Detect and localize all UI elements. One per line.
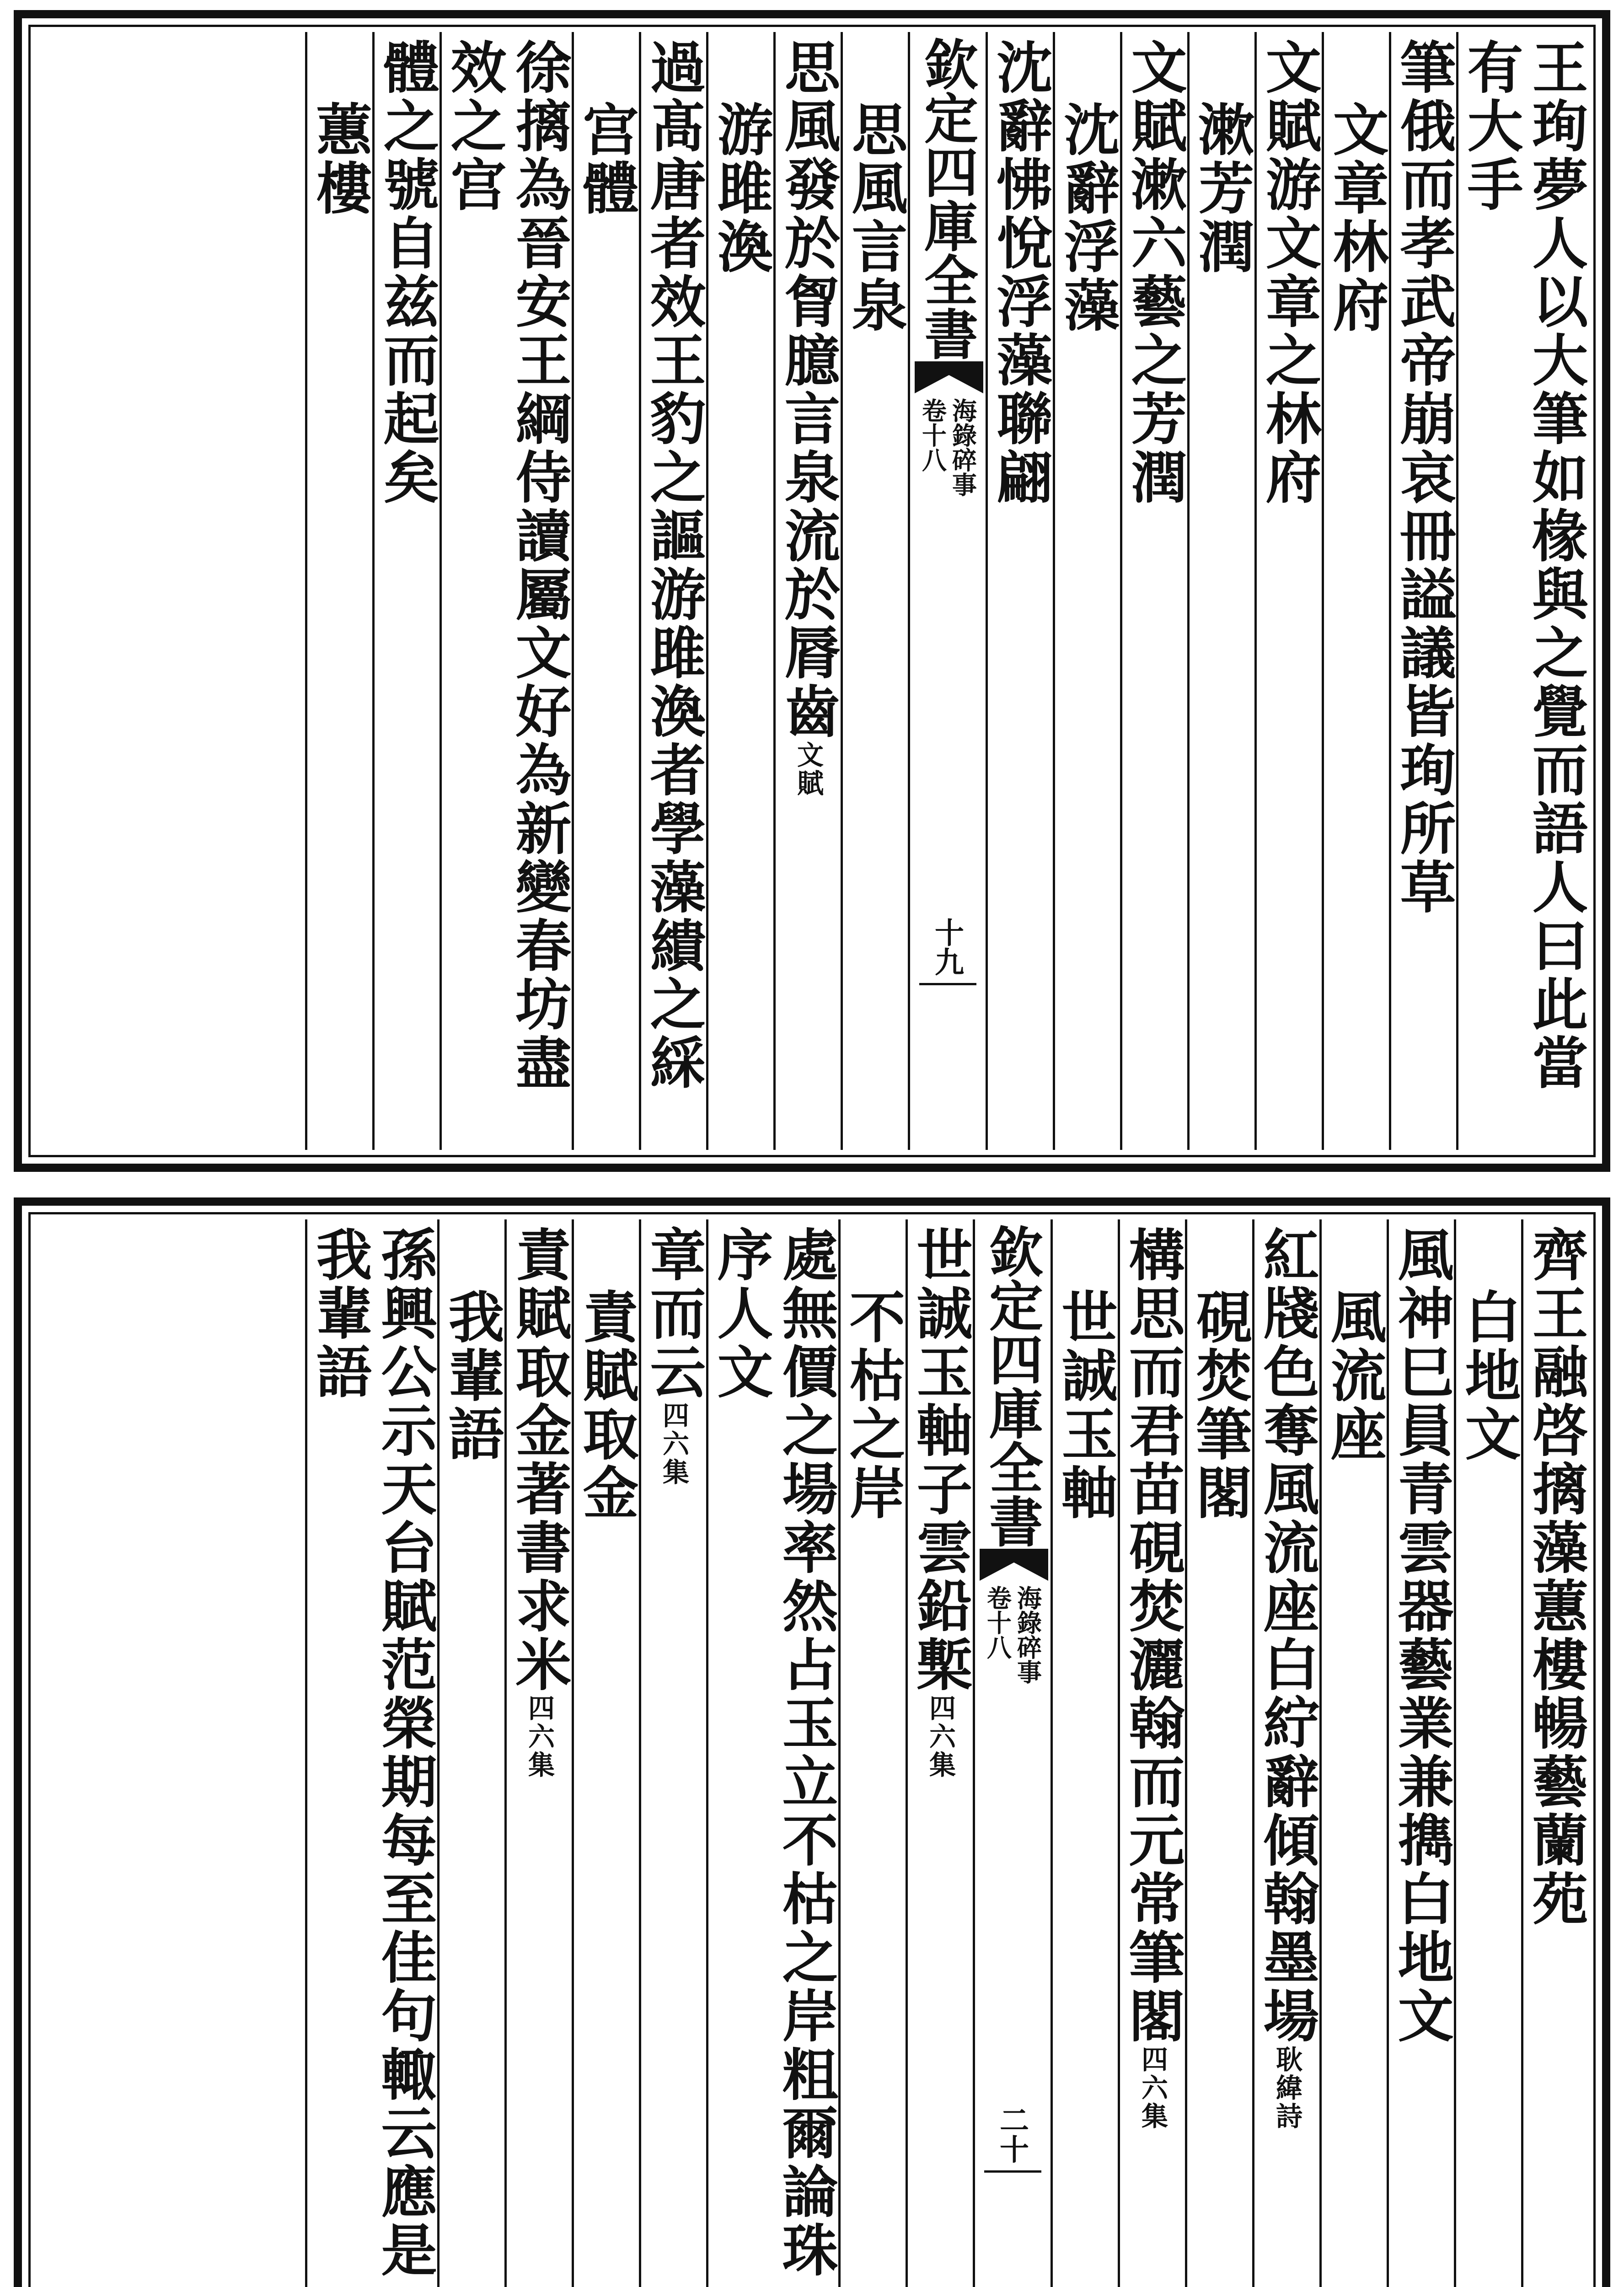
upper-column-r2 [1389,32,1456,1150]
volume-label [918,398,977,654]
folio-divider [984,2170,1041,2173]
source-note: 四六集 [1137,2045,1168,2131]
column-text: 世誠玉軸子雲鉛槧 [907,1226,973,1694]
column-text: 責賦取金著書求米 [506,1226,572,1694]
column-text: 思風發於胷臆言泉流於脣齒 [775,38,841,741]
lower-column-l3 [706,1219,838,2287]
column-text: 過髙唐者效王豹之謳游雎渙者學藻繢之綵 [641,38,707,1092]
source-note: 耿緯詩 [1271,2045,1302,2131]
lower-column-l2 [838,1219,906,2287]
upper-column-l1 [841,32,908,1150]
source-note: 四六集 [524,1694,555,1779]
lower-column-r5 [1252,1219,1319,2287]
upper-column-r6 [1120,32,1187,1150]
lower-column-r6 [1185,1219,1252,2287]
lower-column-l4 [639,1219,706,2287]
source-note: 文賦 [793,741,824,798]
lower-column-r8 [1051,1219,1118,2287]
upper-leaf [14,10,1610,1172]
volume-book: 海錄碎事 [948,398,978,497]
upper-column-l4 [639,32,706,1150]
column-text: 齊王融啓摛藻蕙樓暢藝蘭苑 [1523,1226,1589,1928]
entry-heading: 硯焚筆閣 [1187,1288,1253,1522]
entry-heading: 不枯之岸 [840,1288,906,1522]
lower-column-r4 [1319,1219,1387,2287]
folio-number: 二十 [995,2105,1029,2164]
upper-column-r1 [1456,32,1588,1150]
lower-column-r3 [1387,1219,1454,2287]
source-note: 四六集 [925,1694,956,1779]
column-text: 筆俄而孝武帝崩哀冊謚議皆珣所草 [1391,38,1457,917]
lower-column-l6 [504,1219,572,2287]
column-text: 處無價之場率然占玉立不枯之岸粗爾論珠序人文 [708,1226,839,2280]
entry-heading: 風流座 [1321,1288,1387,1464]
upper-column-r8 [986,32,1053,1150]
entry-heading: 蕙樓 [307,101,373,218]
folio-divider [919,983,976,985]
lower-column-l5 [572,1219,639,2287]
entry-heading: 文章林府 [1324,101,1389,335]
lower-leaf [14,1197,1610,2287]
fishtail-mark-icon [915,361,983,393]
upper-columns [36,32,1588,1150]
entry-heading: 沈辭浮藻 [1055,101,1120,335]
column-text: 體之號自兹而起矣 [374,38,440,507]
entry-heading: 白地文 [1456,1288,1522,1464]
column-text: 紅牋色奪風流座白紵辭傾翰墨場 [1254,1226,1320,2045]
upper-column-l2 [773,32,841,1150]
lower-column-r7 [1118,1219,1185,2287]
column-text: 沈辭怫悅浮藻聯翩 [987,38,1053,507]
folio-number: 十九 [930,918,964,976]
lower-column-r2 [1454,1219,1521,2287]
upper-column-r5 [1187,32,1254,1150]
entry-heading: 世誠玉軸 [1052,1288,1118,1522]
fishtail-mark-icon [980,1549,1048,1581]
source-note: 四六集 [658,1401,689,1487]
column-text: 徐摛為晉安王綱侍讀屬文好為新變春坊盡效之宫 [441,38,572,1092]
column-text: 風神巳員青雲器藝業兼擕白地文 [1388,1226,1454,2045]
lower-column-l7 [437,1219,504,2287]
entry-heading: 我輩語 [439,1288,505,1464]
column-text: 文賦漱六藝之芳潤 [1122,38,1188,507]
volume-juan: 卷十八 [983,1585,1013,1659]
upper-center-strip [908,32,986,1150]
column-text: 王珣夢人以大筆如椽與之覺而語人曰此當有大手 [1458,38,1589,1092]
upper-column-r3 [1322,32,1389,1150]
volume-juan: 卷十八 [918,398,948,472]
column-text: 章而云 [641,1226,707,1401]
book-title: 欽定四庫全書 [980,1224,1044,1548]
upper-column-l3 [706,32,773,1150]
entry-heading: 宫體 [573,101,639,218]
book-title: 欽定四庫全書 [915,37,979,360]
volume-book: 海錄碎事 [1013,1585,1043,1684]
upper-column-l8 [305,32,372,1150]
lower-center-strip [973,1219,1051,2287]
entry-heading: 思風言泉 [842,101,908,335]
lower-column-r1 [1521,1219,1588,2287]
upper-column-l5 [572,32,639,1150]
column-text: 構思而君苗硯焚灑翰而元常筆閣 [1120,1226,1185,2045]
column-text: 文賦游文章之林府 [1256,38,1322,507]
entry-heading: 游雎渙 [708,101,774,276]
upper-column-l7 [372,32,439,1150]
entry-heading: 漱芳潤 [1189,101,1255,276]
upper-column-r7 [1053,32,1120,1150]
lower-column-l1 [906,1219,973,2287]
entry-heading: 責賦取金 [573,1288,639,1522]
lower-columns [36,1219,1588,2287]
upper-column-l6 [439,32,572,1150]
column-text: 孫興公示天台賦范榮期每至佳句輙云應是我輩語 [307,1226,438,2280]
volume-label [983,1585,1042,1841]
lower-column-l8 [305,1219,437,2287]
upper-column-r4 [1254,32,1322,1150]
